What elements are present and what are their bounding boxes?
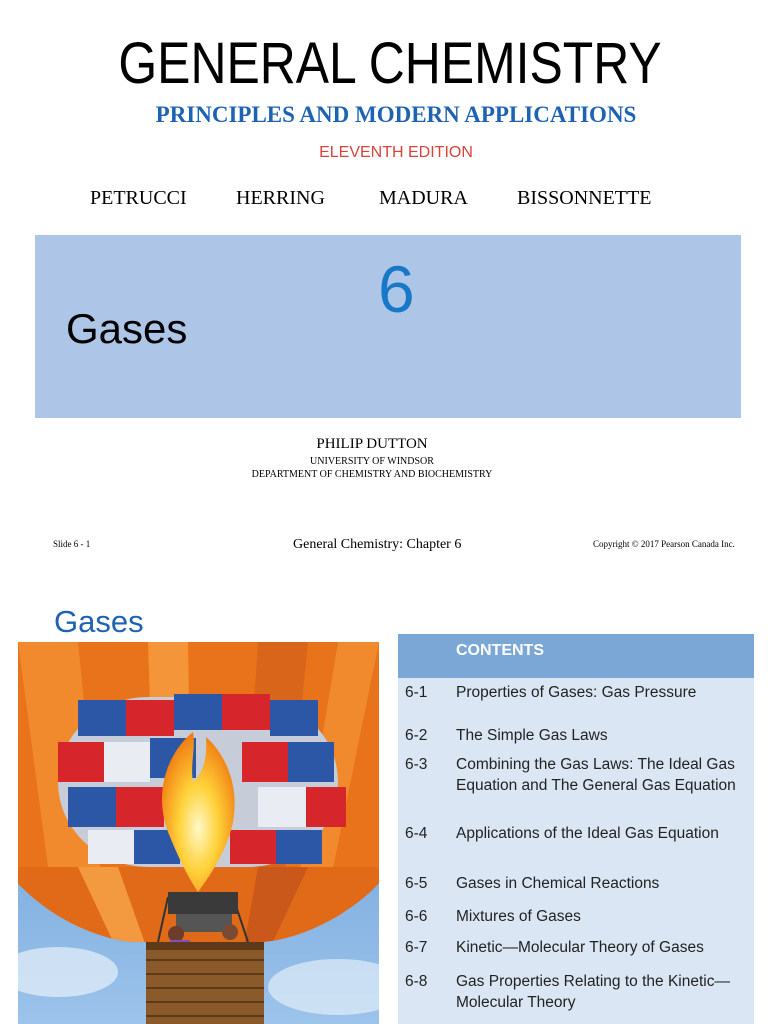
toc-number: 6-5 [405,875,428,892]
toc-number: 6-1 [405,684,428,701]
toc-number: 6-2 [405,727,428,744]
university-name: UNIVERSITY OF WINDSOR [310,456,434,467]
author-petrucci: PETRUCCI [90,187,187,209]
presenter-name: PHILIP DUTTON [316,436,428,452]
toc-title: Combining the Gas Laws: The Ideal Gas Equation and The General Gas Equation [456,756,736,794]
slide-number: Slide 6 - 1 [53,539,91,549]
contents-panel [398,634,754,1024]
hot-air-balloon-image [18,642,379,1024]
book-title: GENERAL CHEMISTRY [118,31,662,96]
department-name: DEPARTMENT OF CHEMISTRY AND BIOCHEMISTRY [251,469,493,480]
toc-number: 6-8 [405,973,428,990]
chapter-title: Gases [66,305,188,352]
toc-title: Gas Properties Relating to the Kinetic—Molecular Theory [456,973,730,1011]
book-subtitle: PRINCIPLES AND MODERN APPLICATIONS [155,102,637,127]
contents-header-label: CONTENTS [456,642,544,659]
footer-title: General Chemistry: Chapter 6 [293,537,462,552]
toc-number: 6-6 [405,908,428,925]
author-herring: HERRING [236,187,325,209]
author-madura: MADURA [379,187,468,209]
toc-number: 6-3 [405,756,428,773]
copyright-notice: Copyright © 2017 Pearson Canada Inc. [593,539,735,549]
chapter-number: 6 [378,252,415,326]
toc-number: 6-7 [405,939,428,956]
toc-title: Properties of Gases: Gas Pressure [456,684,697,701]
toc-title: Mixtures of Gases [456,908,581,925]
contents-header [398,634,754,678]
toc-title: Kinetic—Molecular Theory of Gases [456,939,704,956]
toc-title: Gases in Chemical Reactions [456,875,660,892]
toc-number: 6-4 [405,825,428,842]
toc-title: The Simple Gas Laws [456,727,608,744]
toc-title: Applications of the Ideal Gas Equation [456,825,719,842]
author-bissonnette: BISSONNETTE [517,187,652,209]
slide-heading: Gases [54,604,144,639]
edition-label: ELEVENTH EDITION [319,144,473,161]
